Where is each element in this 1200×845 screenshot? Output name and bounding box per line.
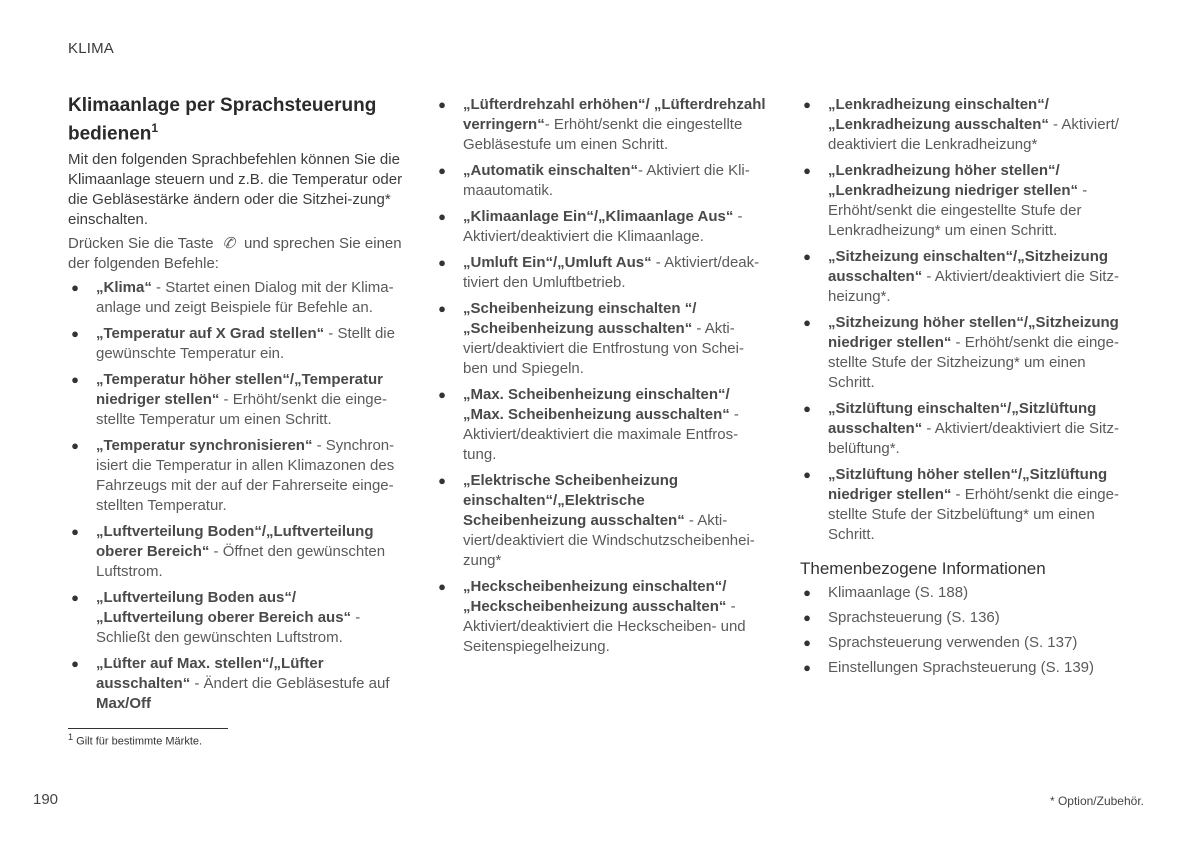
list-item xyxy=(68,588,404,648)
related-link[interactable] xyxy=(800,658,1135,678)
list-item xyxy=(435,95,767,155)
list-item xyxy=(68,436,404,516)
footnote-divider xyxy=(68,728,228,729)
intro-paragraph: Mit den folgenden Sprachbefehlen können Sie die Klimaanlage steuern und z.B. die Temperatur oder die Gebläsestärke ändern oder die Sitzhei-zung* einschalten. xyxy=(68,151,403,229)
command-list-3 xyxy=(800,95,1135,545)
related-link[interactable] xyxy=(800,633,1135,653)
command-name: „Sitzlüftung höher stellen“/„Sitzlüftung niedriger stellen“ xyxy=(828,466,1108,503)
bullet-icon: ● xyxy=(803,635,811,650)
related-link-text[interactable]: Sprachsteuerung (S. 136) xyxy=(828,609,1000,626)
bullet-icon: ● xyxy=(803,97,811,112)
list-item xyxy=(68,522,404,582)
list-item xyxy=(800,465,1135,545)
related-link-text[interactable]: Klimaanlage (S. 188) xyxy=(828,584,969,601)
command-list-1 xyxy=(68,278,404,714)
command-name: „Heckscheibenheizung einschalten“/ „Heckscheibenheizung ausschalten“ xyxy=(463,578,727,615)
command-tail: Max/Off xyxy=(96,695,152,713)
bullet-icon: ● xyxy=(438,387,446,402)
related-link[interactable] xyxy=(800,583,1135,603)
bullet-icon: ● xyxy=(438,255,446,270)
footnote xyxy=(68,732,202,748)
command-name: „Elektrische Scheibenheizung einschalten“/„Elektrische Scheibenheizung ausschalten“ xyxy=(463,472,685,529)
command-name: „Umluft Ein“/„Umluft Aus“ xyxy=(463,254,652,271)
list-item xyxy=(435,471,767,571)
bullet-icon: ● xyxy=(71,590,79,606)
command-desc: - Aktiviert/deaktiviert die Sitz-belüftung*. xyxy=(828,420,1119,457)
command-name: „Sitzlüftung einschalten“/„Sitzlüftung ausschalten“ xyxy=(828,400,1097,437)
page-title xyxy=(68,95,404,145)
command-name: „Klimaanlage Ein“/„Klimaanlage Aus“ xyxy=(463,208,734,225)
command-desc: - Erhöht/senkt die einge-stellte Temperatur um einen Schritt. xyxy=(96,391,387,429)
list-item xyxy=(68,324,404,364)
bullet-icon: ● xyxy=(438,579,446,594)
command-desc: - Aktiviert/deaktiviert die maximale Entfros-tung. xyxy=(463,406,739,463)
bullet-icon: ● xyxy=(803,585,811,600)
related-info-list xyxy=(800,583,1135,678)
section-header: KLIMA xyxy=(68,40,115,57)
command-desc: - Stellt die gewünschte Temperatur ein. xyxy=(96,325,395,363)
command-desc: - Aktiviert/deak-tiviert den Umluftbetrieb. xyxy=(463,254,760,291)
command-name: „Sitzheizung höher stellen“/„Sitzheizung niedriger stellen“ xyxy=(828,314,1119,351)
instruction-text-before: Drücken Sie die Taste xyxy=(68,235,214,253)
command-name: „Temperatur auf X Grad stellen“ xyxy=(96,325,325,343)
bullet-icon: ● xyxy=(71,524,79,540)
related-link-text[interactable]: Einstellungen Sprachsteuerung (S. 139) xyxy=(828,659,1095,676)
command-name: „Luftverteilung Boden“/„Luftverteilung oberer Bereich“ xyxy=(96,523,374,561)
command-desc: - Akti-viert/deaktiviert die Entfrostung von Schei-ben und Spiegeln. xyxy=(463,320,744,377)
command-name: „Automatik einschalten“ xyxy=(463,162,639,179)
footnote-mark: 1 xyxy=(68,732,74,742)
bullet-icon: ● xyxy=(438,97,446,112)
bullet-icon: ● xyxy=(803,401,811,416)
command-desc: - Aktiviert/deaktiviert die Klimaanlage. xyxy=(463,208,743,245)
bullet-icon: ● xyxy=(803,467,811,482)
command-name: „Lenkradheizung höher stellen“/ „Lenkradheizung niedriger stellen“ xyxy=(828,162,1079,199)
bullet-icon: ● xyxy=(438,209,446,224)
command-desc: - Aktiviert/deaktiviert die Sitz-heizung*. xyxy=(828,268,1119,305)
instruction-paragraph xyxy=(68,234,404,274)
title-text: Klimaanlage per Sprachsteuerung bedienen xyxy=(68,95,377,145)
list-item xyxy=(435,253,767,293)
bullet-icon: ● xyxy=(438,301,446,316)
list-item xyxy=(435,207,767,247)
list-item xyxy=(435,385,767,465)
command-desc: - Erhöht/senkt die eingestellte Gebläsestufe um einen Schritt. xyxy=(463,116,743,153)
command-desc: - Aktiviert/deaktiviert die Heckscheiben- und Seitenspiegelheizung. xyxy=(463,598,746,655)
list-item xyxy=(435,577,767,657)
column-3 xyxy=(800,95,1135,683)
instruction-text-after: und sprechen Sie einen der folgenden Befehle: xyxy=(68,235,402,273)
list-item xyxy=(68,654,404,714)
list-item xyxy=(435,161,767,201)
footnote-ref[interactable]: 1 xyxy=(151,121,159,135)
bullet-icon: ● xyxy=(71,656,79,672)
command-name: „Temperatur synchronisieren“ xyxy=(96,437,313,455)
bullet-icon: ● xyxy=(803,249,811,264)
command-name: „Klima“ xyxy=(96,279,152,297)
page-number: 190 xyxy=(33,791,59,808)
bullet-icon: ● xyxy=(71,326,79,342)
command-name: „Temperatur höher stellen“/„Temperatur niedriger stellen“ xyxy=(96,371,384,409)
list-item xyxy=(68,370,404,430)
command-desc: - Aktiviert die Kli-maautomatik. xyxy=(463,162,750,199)
footnote-text: Gilt für bestimmte Märkte. xyxy=(73,735,203,748)
command-name: „Sitzheizung einschalten“/„Sitzheizung ausschalten“ xyxy=(828,248,1109,285)
voice-control-icon: ✆ xyxy=(222,235,236,253)
command-desc: - Schließt den gewünschten Luftstrom. xyxy=(96,609,361,647)
command-desc: - Startet einen Dialog mit der Klima-anlage und zeigt Beispiele für Befehle an. xyxy=(96,279,394,317)
command-desc: - Erhöht/senkt die eingestellte Stufe der Lenkradheizung* um einen Schritt. xyxy=(828,182,1088,239)
column-2 xyxy=(435,95,767,663)
related-info-heading: Themenbezogene Informationen xyxy=(800,559,1046,578)
command-desc: - Öffnet den gewünschten Luftstrom. xyxy=(96,543,386,581)
bullet-icon: ● xyxy=(438,163,446,178)
command-desc: - Aktiviert/ deaktiviert die Lenkradheizung* xyxy=(828,116,1119,153)
option-note: * Option/Zubehör. xyxy=(1049,794,1144,808)
related-link[interactable] xyxy=(800,608,1135,628)
list-item xyxy=(800,399,1135,459)
bullet-icon: ● xyxy=(803,610,811,625)
related-link-text[interactable]: Sprachsteuerung verwenden (S. 137) xyxy=(828,634,1078,651)
command-desc: - Akti-viert/deaktiviert die Windschutzscheibenhei-zung* xyxy=(463,512,755,569)
command-desc: - Ändert die Gebläsestufe auf xyxy=(190,675,390,693)
column-1 xyxy=(68,95,404,720)
command-name: „Scheibenheizung einschalten “/ „Scheibenheizung ausschalten“ xyxy=(463,300,697,337)
command-desc: - Erhöht/senkt die einge-stellte Stufe der Sitzheizung* um einen Schritt. xyxy=(828,334,1119,391)
bullet-icon: ● xyxy=(71,438,79,454)
bullet-icon: ● xyxy=(803,163,811,178)
list-item xyxy=(435,299,767,379)
bullet-icon: ● xyxy=(71,280,79,296)
command-desc: - Synchron-isiert die Temperatur in allen Klimazonen des Fahrzeugs mit der auf der Fahrerseite einge-stellten Temperatur. xyxy=(96,437,395,515)
bullet-icon: ● xyxy=(803,315,811,330)
bullet-icon: ● xyxy=(438,473,446,488)
list-item xyxy=(800,161,1135,241)
list-item xyxy=(800,313,1135,393)
list-item xyxy=(800,95,1135,155)
list-item xyxy=(800,247,1135,307)
bullet-icon: ● xyxy=(71,372,79,388)
bullet-icon: ● xyxy=(803,660,811,675)
command-desc: - Erhöht/senkt die einge-stellte Stufe der Sitzbelüftung* um einen Schritt. xyxy=(828,486,1119,543)
command-list-2 xyxy=(435,95,767,657)
command-name: „Max. Scheibenheizung einschalten“/ „Max. Scheibenheizung ausschalten“ xyxy=(463,386,730,423)
list-item xyxy=(68,278,404,318)
command-name: „Lüfter auf Max. stellen“/„Lüfter ausschalten“ xyxy=(96,655,324,693)
command-name: „Luftverteilung Boden aus“/ „Luftverteilung oberer Bereich aus“ xyxy=(96,589,352,627)
command-name: „Lenkradheizung einschalten“/ „Lenkradheizung ausschalten“ xyxy=(828,96,1049,133)
command-name: „Lüfterdrehzahl erhöhen“/ „Lüfterdrehzahl verringern“ xyxy=(463,96,766,133)
